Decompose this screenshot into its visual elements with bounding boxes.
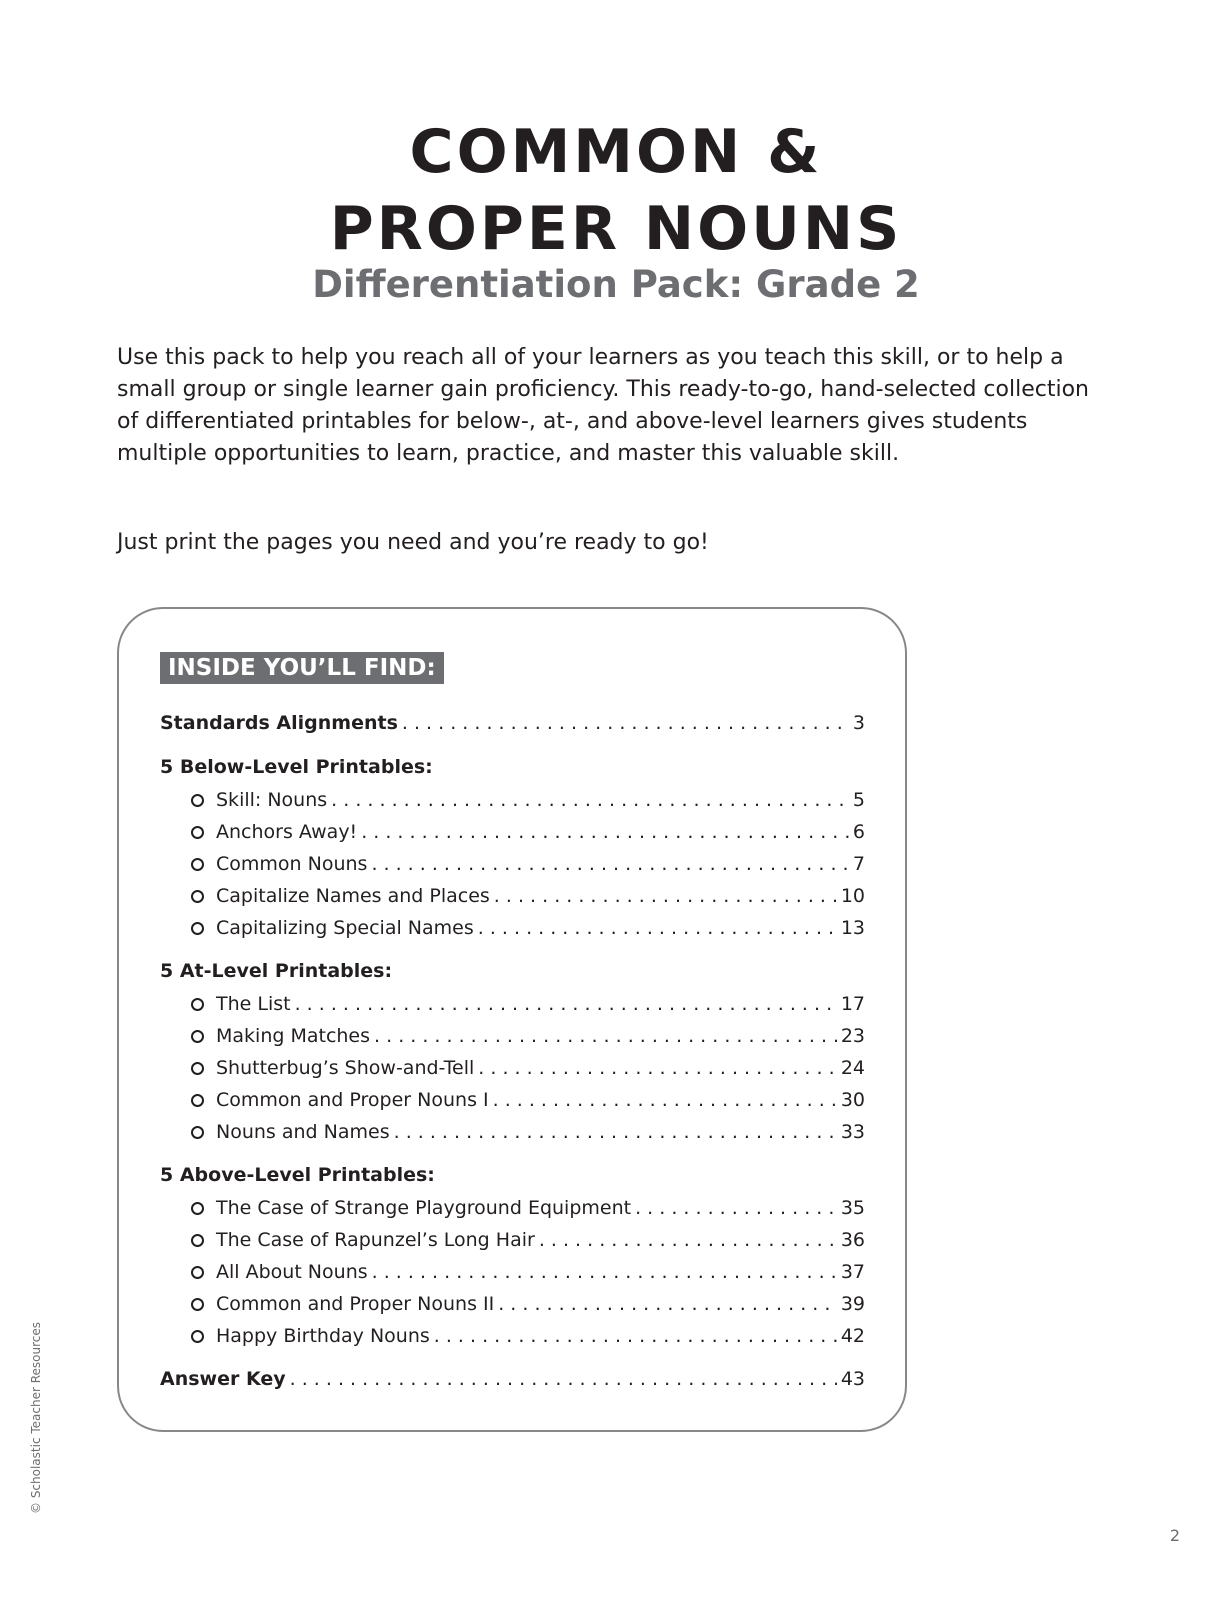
toc-item-page: 24: [840, 1057, 865, 1079]
toc-entry-label: Standards Alignments: [160, 712, 398, 734]
circle-bullet-icon: [191, 890, 204, 903]
contents-heading: INSIDE YOU’LL FIND:: [160, 652, 444, 684]
toc-item-page: 35: [840, 1197, 865, 1219]
contents-box: [117, 607, 907, 1432]
circle-bullet-icon: [191, 922, 204, 935]
toc-item-label: All About Nouns: [216, 1261, 368, 1283]
leader-dots: [494, 882, 837, 910]
leader-dots: [290, 1365, 837, 1393]
toc-entry-answer-key: [160, 1365, 865, 1393]
circle-bullet-icon: [191, 826, 204, 839]
toc-item: [216, 1322, 865, 1350]
toc-item: [216, 1226, 865, 1254]
toc-item-page: 10: [840, 885, 865, 907]
toc-item-page: 17: [840, 993, 865, 1015]
leader-dots: [295, 990, 837, 1018]
leader-dots: [493, 1086, 837, 1114]
section-heading-below: 5 Below-Level Printables:: [160, 756, 433, 778]
toc-item-page: 42: [840, 1325, 865, 1347]
title-line-2: PROPER NOUNS: [329, 194, 903, 264]
toc-entry-page: 43: [840, 1368, 865, 1390]
toc-item: [216, 1194, 865, 1222]
toc-item-label: Capitalizing Special Names: [216, 917, 474, 939]
toc-item-page: 13: [840, 917, 865, 939]
circle-bullet-icon: [191, 1094, 204, 1107]
toc-item-label: Nouns and Names: [216, 1121, 390, 1143]
toc-item: [216, 818, 865, 846]
circle-bullet-icon: [191, 998, 204, 1011]
circle-bullet-icon: [191, 1330, 204, 1343]
circle-bullet-icon: [191, 1062, 204, 1075]
toc-item: [216, 990, 865, 1018]
circle-bullet-icon: [191, 1126, 204, 1139]
toc-item: [216, 914, 865, 942]
leader-dots: [478, 914, 837, 942]
toc-item-page: 5: [852, 789, 865, 811]
toc-item-page: 6: [852, 821, 865, 843]
intro-paragraph: Use this pack to help you reach all of your learners as you teach this skill, or to help a small group or single learner gain proficiency. This ready-to-go, hand-selected collection of differentiated printables for below-, at-, and above-level learners gives students multiple opportunities to learn, practice, and master this valuable skill.: [117, 345, 1089, 466]
toc-item-label: Capitalize Names and Places: [216, 885, 490, 907]
leader-dots: [402, 709, 849, 737]
circle-bullet-icon: [191, 1298, 204, 1311]
toc-item: [216, 850, 865, 878]
leader-dots: [394, 1118, 837, 1146]
leader-dots: [478, 1054, 837, 1082]
page-number: 2: [1169, 1526, 1180, 1545]
circle-bullet-icon: [191, 794, 204, 807]
leader-dots: [361, 818, 849, 846]
toc-item-label: The Case of Strange Playground Equipment: [216, 1197, 632, 1219]
leader-dots: [434, 1322, 837, 1350]
toc-item-page: 39: [840, 1293, 865, 1315]
copyright-credit: © Scholastic Teacher Resources: [29, 1321, 43, 1514]
leader-dots: [371, 850, 848, 878]
toc-item-label: The List: [216, 993, 291, 1015]
toc-item: [216, 882, 865, 910]
toc-item-label: Common Nouns: [216, 853, 368, 875]
toc-item-page: 37: [840, 1261, 865, 1283]
toc-item-page: 36: [840, 1229, 865, 1251]
toc-item-label: Making Matches: [216, 1025, 371, 1047]
toc-item: [216, 1022, 865, 1050]
toc-entry-page: 3: [852, 712, 865, 734]
leader-dots: [498, 1290, 837, 1318]
toc-item-page: 30: [840, 1089, 865, 1111]
toc-item: [216, 1118, 865, 1146]
toc-item-label: Anchors Away!: [216, 821, 358, 843]
toc-item: [216, 1290, 865, 1318]
toc-entry-standards: [160, 709, 865, 737]
toc-item: [216, 786, 865, 814]
circle-bullet-icon: [191, 1202, 204, 1215]
toc-item-page: 33: [840, 1121, 865, 1143]
leader-dots: [374, 1022, 837, 1050]
toc-item-label: The Case of Rapunzel’s Long Hair: [216, 1229, 535, 1251]
circle-bullet-icon: [191, 1030, 204, 1043]
leader-dots: [539, 1226, 837, 1254]
circle-bullet-icon: [191, 1234, 204, 1247]
toc-item: [216, 1086, 865, 1114]
toc-item-label: Common and Proper Nouns I: [216, 1089, 489, 1111]
toc-item-label: Happy Birthday Nouns: [216, 1325, 430, 1347]
leader-dots: [331, 786, 849, 814]
subtitle: Differentiation Pack: Grade 2: [312, 263, 920, 306]
toc-item: [216, 1054, 865, 1082]
toc-item: [216, 1258, 865, 1286]
section-heading-at: 5 At-Level Printables:: [160, 960, 393, 982]
circle-bullet-icon: [191, 858, 204, 871]
leader-dots: [635, 1194, 837, 1222]
section-heading-above: 5 Above-Level Printables:: [160, 1164, 435, 1186]
intro-paragraph-2: Just print the pages you need and you’re ready to go!: [117, 530, 709, 555]
toc-item-label: Skill: Nouns: [216, 789, 328, 811]
circle-bullet-icon: [191, 1266, 204, 1279]
toc-entry-label: Answer Key: [160, 1368, 286, 1390]
leader-dots: [372, 1258, 837, 1286]
title-line-1: COMMON &: [409, 117, 823, 187]
toc-item-page: 23: [840, 1025, 865, 1047]
toc-item-page: 7: [852, 853, 865, 875]
toc-item-label: Shutterbug’s Show-and-Tell: [216, 1057, 475, 1079]
toc-item-label: Common and Proper Nouns II: [216, 1293, 495, 1315]
